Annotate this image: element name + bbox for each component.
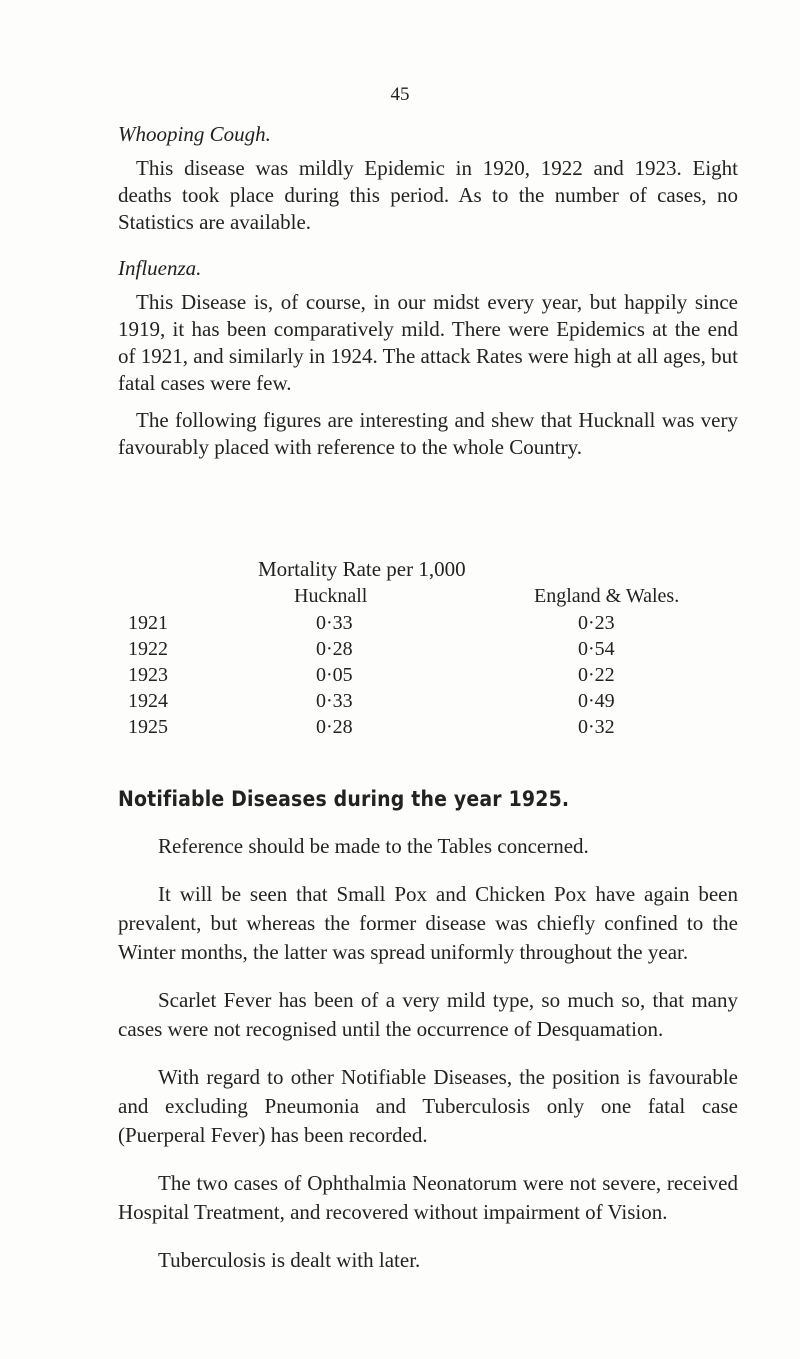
mortality-table-title: Mortality Rate per 1,000	[258, 557, 466, 581]
cell-england: 0·22	[578, 663, 615, 686]
paragraph-influenza: This Disease is, of course, in our midst every year, but happily since 1919, it has been comparatively mild. There were Epidemics at the end of 1921, and similarly in 1924. The attack Rates were high at all ages, but fatal cases were few.	[118, 290, 738, 395]
table-row	[128, 714, 778, 740]
page-number: 45	[390, 84, 410, 105]
section-whooping-cough	[118, 122, 738, 236]
cell-hucknall: 0·33	[316, 611, 353, 634]
cell-hucknall: 0·33	[316, 689, 353, 712]
cell-england: 0·49	[578, 689, 615, 712]
cell-year: 1921	[128, 611, 168, 634]
cell-hucknall: 0·28	[316, 637, 353, 660]
column-header-england-wales: England & Wales.	[534, 584, 680, 607]
paragraph-whooping-cough: This disease was mildly Epidemic in 1920, 1922 and 1923. Eight deaths took place during this period. As to the number of cases, no Statistics are available.	[118, 156, 738, 234]
heading-influenza: Influenza.	[118, 256, 202, 280]
column-header-hucknall: Hucknall	[294, 584, 368, 607]
paragraph-ophthalmia: The two cases of Ophthalmia Neonatorum were not severe, received Hospital Treatment, and recovered without impairment of Vision.	[118, 1171, 738, 1224]
paragraph-figures: The following figures are interesting and shew that Hucknall was very favourably placed with reference to the whole Country.	[118, 408, 738, 459]
section-notifiable-diseases	[118, 832, 738, 1275]
cell-hucknall: 0·28	[316, 715, 353, 738]
mortality-table	[128, 582, 778, 740]
paragraph-reference: Reference should be made to the Tables concerned.	[158, 834, 589, 858]
heading-whooping-cough: Whooping Cough.	[118, 122, 271, 146]
paragraph-tuberculosis: Tuberculosis is dealt with later.	[158, 1248, 421, 1272]
paragraph-other-diseases: With regard to other Notifiable Diseases, the position is favourable and excluding Pneumonia and Tuberculosis only one fatal case (Puerperal Fever) has been recorded.	[118, 1065, 738, 1147]
table-row	[128, 636, 778, 662]
table-row	[128, 662, 778, 688]
cell-year: 1923	[128, 663, 168, 686]
paragraph-pox: It will be seen that Small Pox and Chicken Pox have again been prevalent, but whereas the former disease was chiefly confined to the Winter months, the latter was spread uniformly throughout the year.	[118, 882, 738, 964]
paragraph-scarlet-fever: Scarlet Fever has been of a very mild type, so much so, that many cases were not recognised until the occurrence of Desquamation.	[118, 988, 738, 1041]
cell-england: 0·32	[578, 715, 615, 738]
table-row	[128, 688, 778, 714]
cell-year: 1924	[128, 689, 168, 712]
heading-notifiable-diseases: Notifiable Diseases during the year 1925.	[118, 787, 570, 811]
cell-hucknall: 0·05	[316, 663, 353, 686]
cell-year: 1925	[128, 715, 168, 738]
cell-year: 1922	[128, 637, 168, 660]
cell-england: 0·54	[578, 637, 615, 660]
table-row	[128, 610, 778, 636]
section-influenza	[118, 256, 738, 461]
cell-england: 0·23	[578, 611, 615, 634]
